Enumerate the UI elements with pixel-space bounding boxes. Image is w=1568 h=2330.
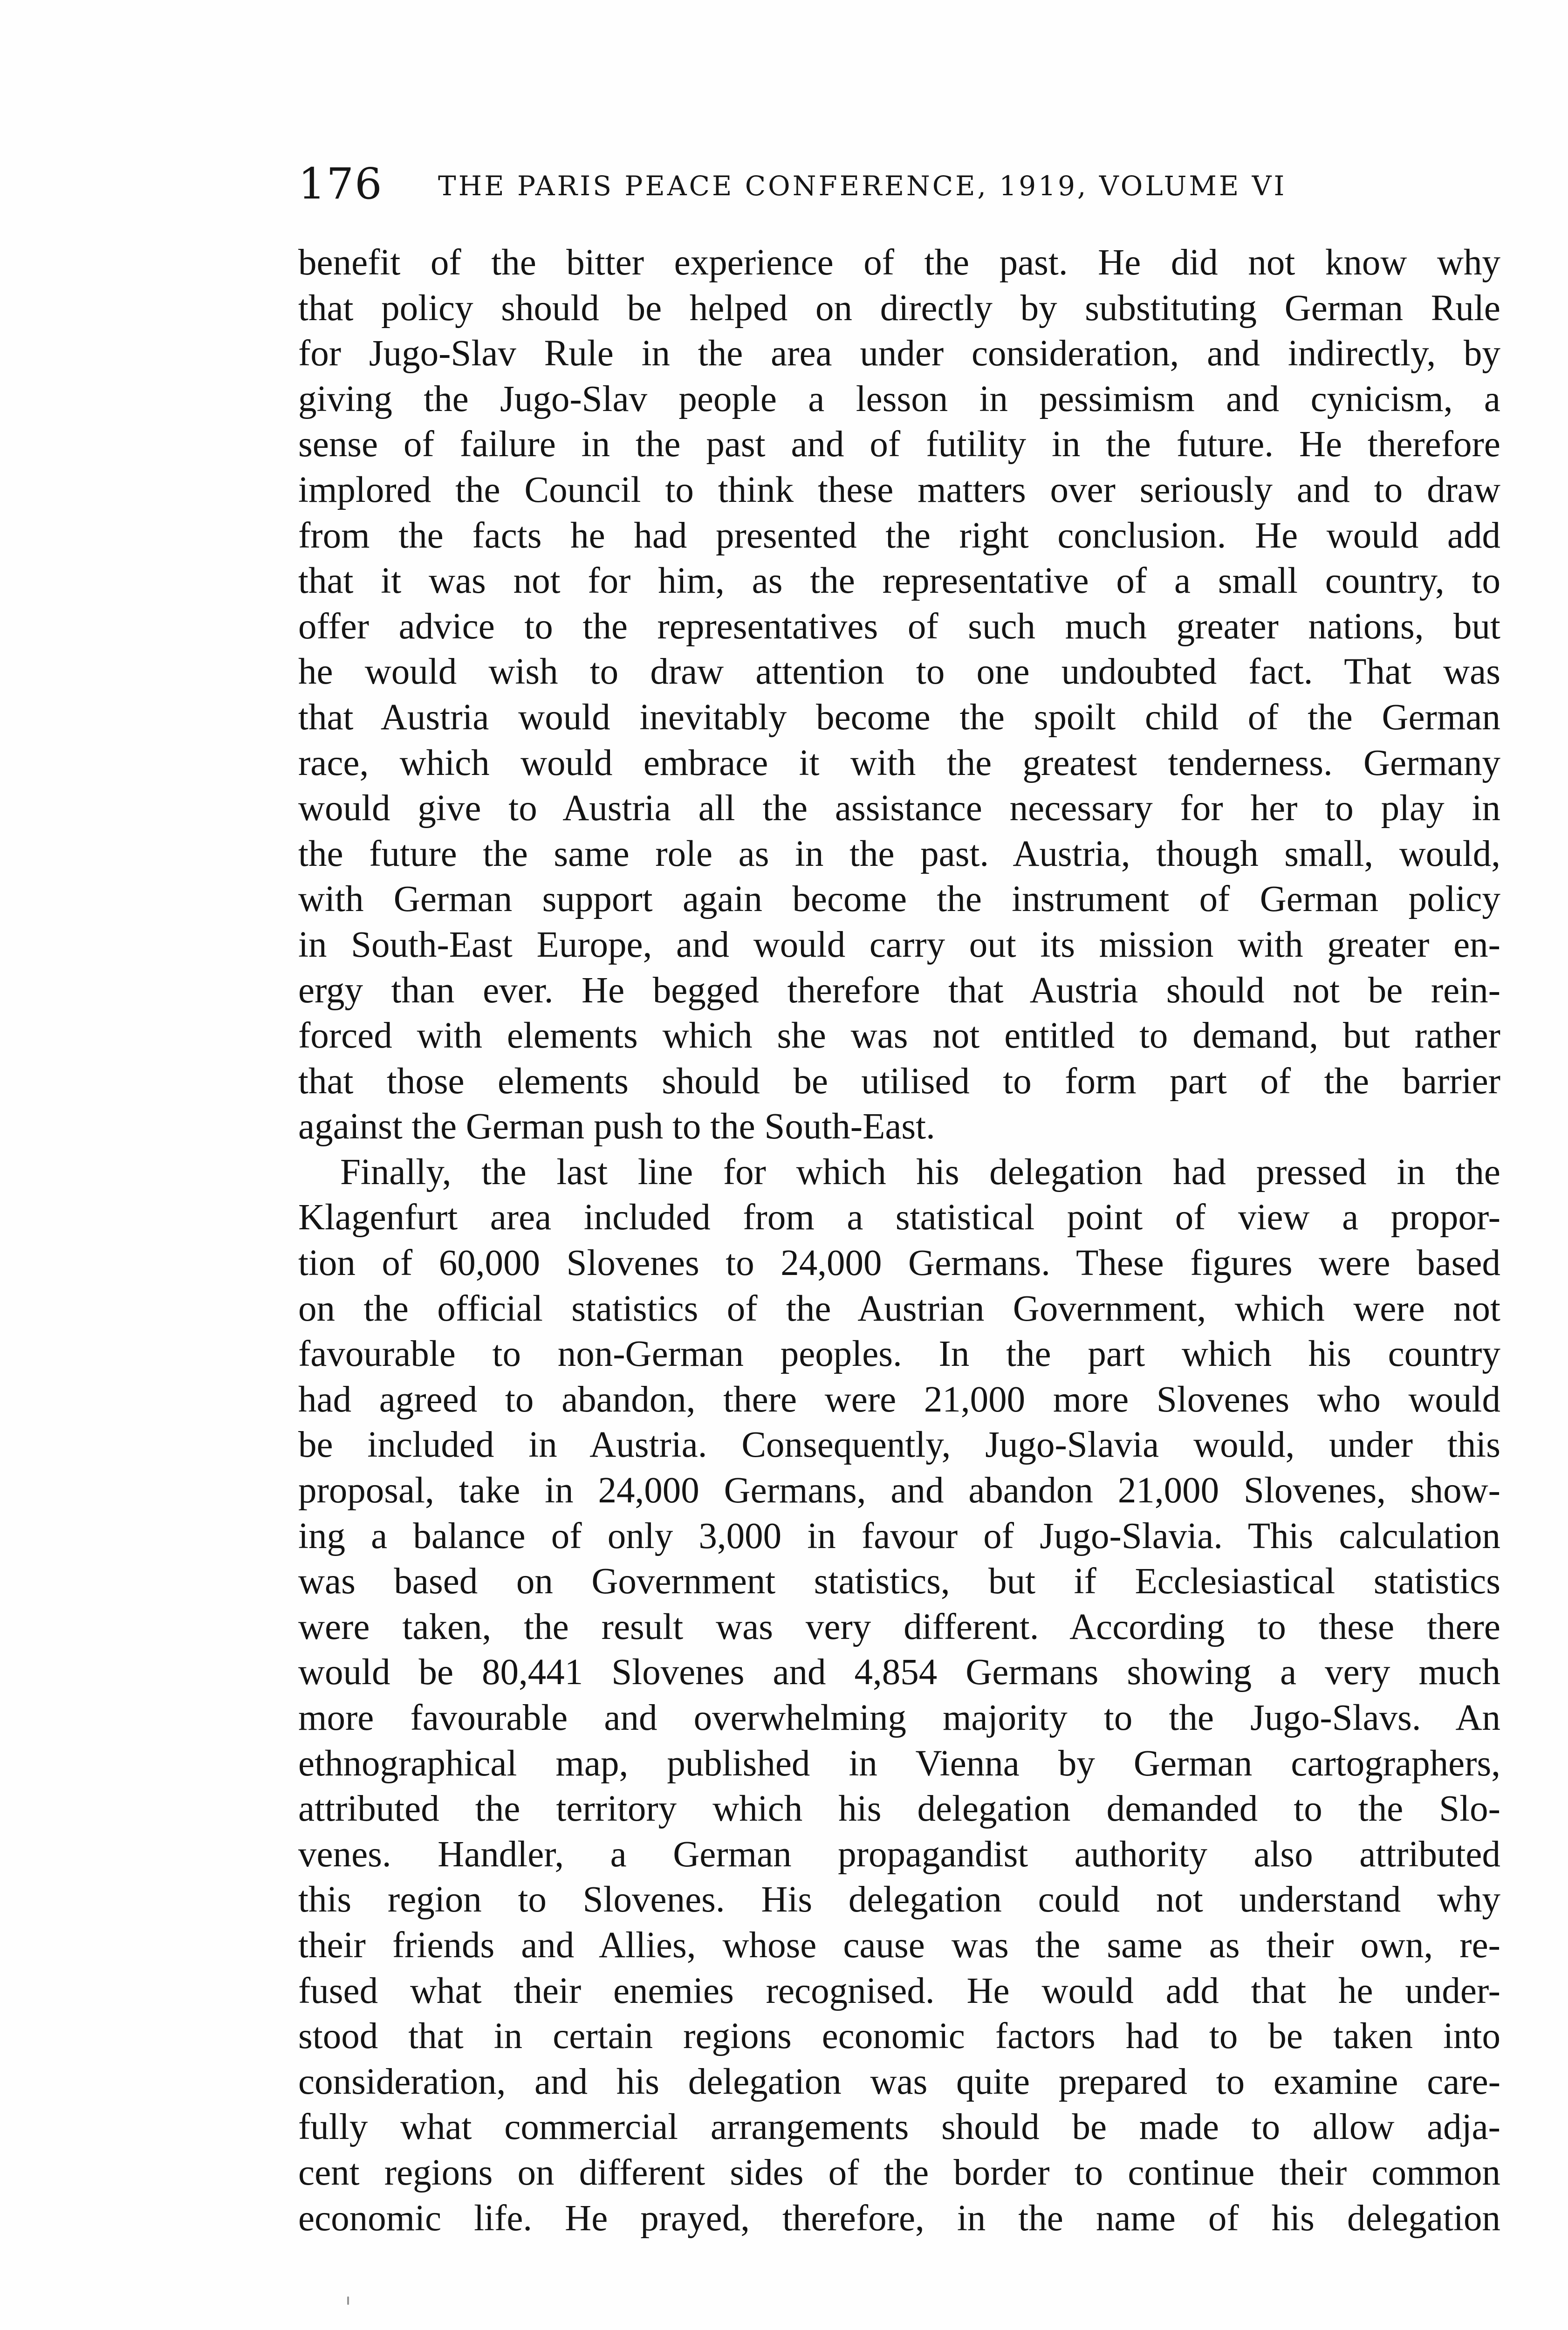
text-line: Finally, the last line for which his delegation had pressed in the xyxy=(340,1151,1500,1192)
text-line: race, which would embrace it with the greatest tenderness. Germany xyxy=(298,742,1500,783)
text-line: giving the Jugo-Slav people a lesson in pessimism and cynicism, a xyxy=(298,378,1500,419)
text-line: ing a balance of only 3,000 in favour of Jugo-Slavia. This calculation xyxy=(298,1515,1500,1556)
page-number: 176 xyxy=(298,159,383,209)
text-line: consideration, and his delegation was quite prepared to examine care- xyxy=(298,2061,1500,2102)
paragraph-1 xyxy=(298,240,1500,1150)
text-line: this region to Slovenes. His delegation could not understand why xyxy=(298,1879,1500,1920)
text-line: fully what commercial arrangements should be made to allow adja- xyxy=(298,2107,1500,2148)
scan-speck xyxy=(347,2296,349,2305)
text-line: tion of 60,000 Slovenes to 24,000 Germans. These figures were based xyxy=(298,1243,1500,1284)
text-line: would give to Austria all the assistance necessary for her to play in xyxy=(298,788,1500,829)
text-line: Klagenfurt area included from a statistical point of view a propor- xyxy=(298,1197,1500,1238)
text-line: was based on Government statistics, but if Ecclesiastical statistics xyxy=(298,1561,1500,1602)
text-line: he would wish to draw attention to one undoubted fact. That was xyxy=(298,651,1500,692)
text-line: had agreed to abandon, there were 21,000 more Slovenes who would xyxy=(298,1379,1500,1420)
running-title: THE PARIS PEACE CONFERENCE, 1919, VOLUME VI xyxy=(438,170,1287,202)
text-line: on the official statistics of the Austrian Government, which were not xyxy=(298,1288,1500,1329)
text-line: proposal, take in 24,000 Germans, and abandon 21,000 Slovenes, show- xyxy=(298,1470,1500,1511)
text-line: from the facts he had presented the right conclusion. He would add xyxy=(298,515,1500,556)
text-line: be included in Austria. Consequently, Jugo-Slavia would, under this xyxy=(298,1425,1500,1466)
text-line: economic life. He prayed, therefore, in the name of his delegation xyxy=(298,2198,1500,2239)
text-line: fused what their enemies recognised. He would add that he under- xyxy=(298,1970,1500,2011)
text-line: that policy should be helped on directly by substituting German Rule xyxy=(298,288,1500,329)
text-line: forced with elements which she was not entitled to demand, but rather xyxy=(298,1015,1500,1056)
text-line: venes. Handler, a German propagandist authority also attributed xyxy=(298,1834,1500,1875)
text-line: stood that in certain regions economic factors had to be taken into xyxy=(298,2016,1500,2057)
text-line: favourable to non-German peoples. In the part which his country xyxy=(298,1334,1500,1375)
text-line: ergy than ever. He begged therefore that Austria should not be rein- xyxy=(298,970,1500,1011)
text-line: were taken, the result was very different. According to these there xyxy=(298,1606,1500,1647)
text-line: cent regions on different sides of the border to continue their common xyxy=(298,2152,1500,2193)
text-line: against the German push to the South-East. xyxy=(298,1106,935,1147)
text-line: implored the Council to think these matters over seriously and to draw xyxy=(298,469,1500,510)
text-line: offer advice to the representatives of such much greater nations, but xyxy=(298,606,1500,647)
text-line: with German support again become the instrument of German policy xyxy=(298,879,1500,920)
text-line: ethnographical map, published in Vienna by German cartographers, xyxy=(298,1743,1500,1784)
page-header xyxy=(298,158,1500,214)
text-line: their friends and Allies, whose cause was the same as their own, re- xyxy=(298,1925,1500,1966)
text-line: that it was not for him, as the representative of a small country, to xyxy=(298,561,1500,602)
text-line: benefit of the bitter experience of the past. He did not know why xyxy=(298,242,1500,283)
paragraph-2 xyxy=(298,1150,1500,2241)
body-text xyxy=(298,240,1500,2241)
text-line: attributed the territory which his delegation demanded to the Slo- xyxy=(298,1789,1500,1830)
text-line: that those elements should be utilised to form part of the barrier xyxy=(298,1061,1500,1102)
text-line: sense of failure in the past and of futility in the future. He therefore xyxy=(298,424,1500,465)
text-line: that Austria would inevitably become the spoilt child of the German xyxy=(298,697,1500,738)
text-line: more favourable and overwhelming majority to the Jugo-Slavs. An xyxy=(298,1698,1500,1738)
text-line: the future the same role as in the past. Austria, though small, would, xyxy=(298,833,1500,874)
text-line: for Jugo-Slav Rule in the area under consideration, and indirectly, by xyxy=(298,333,1500,374)
text-line: in South-East Europe, and would carry out its mission with greater en- xyxy=(298,924,1500,965)
text-line: would be 80,441 Slovenes and 4,854 Germans showing a very much xyxy=(298,1652,1500,1693)
